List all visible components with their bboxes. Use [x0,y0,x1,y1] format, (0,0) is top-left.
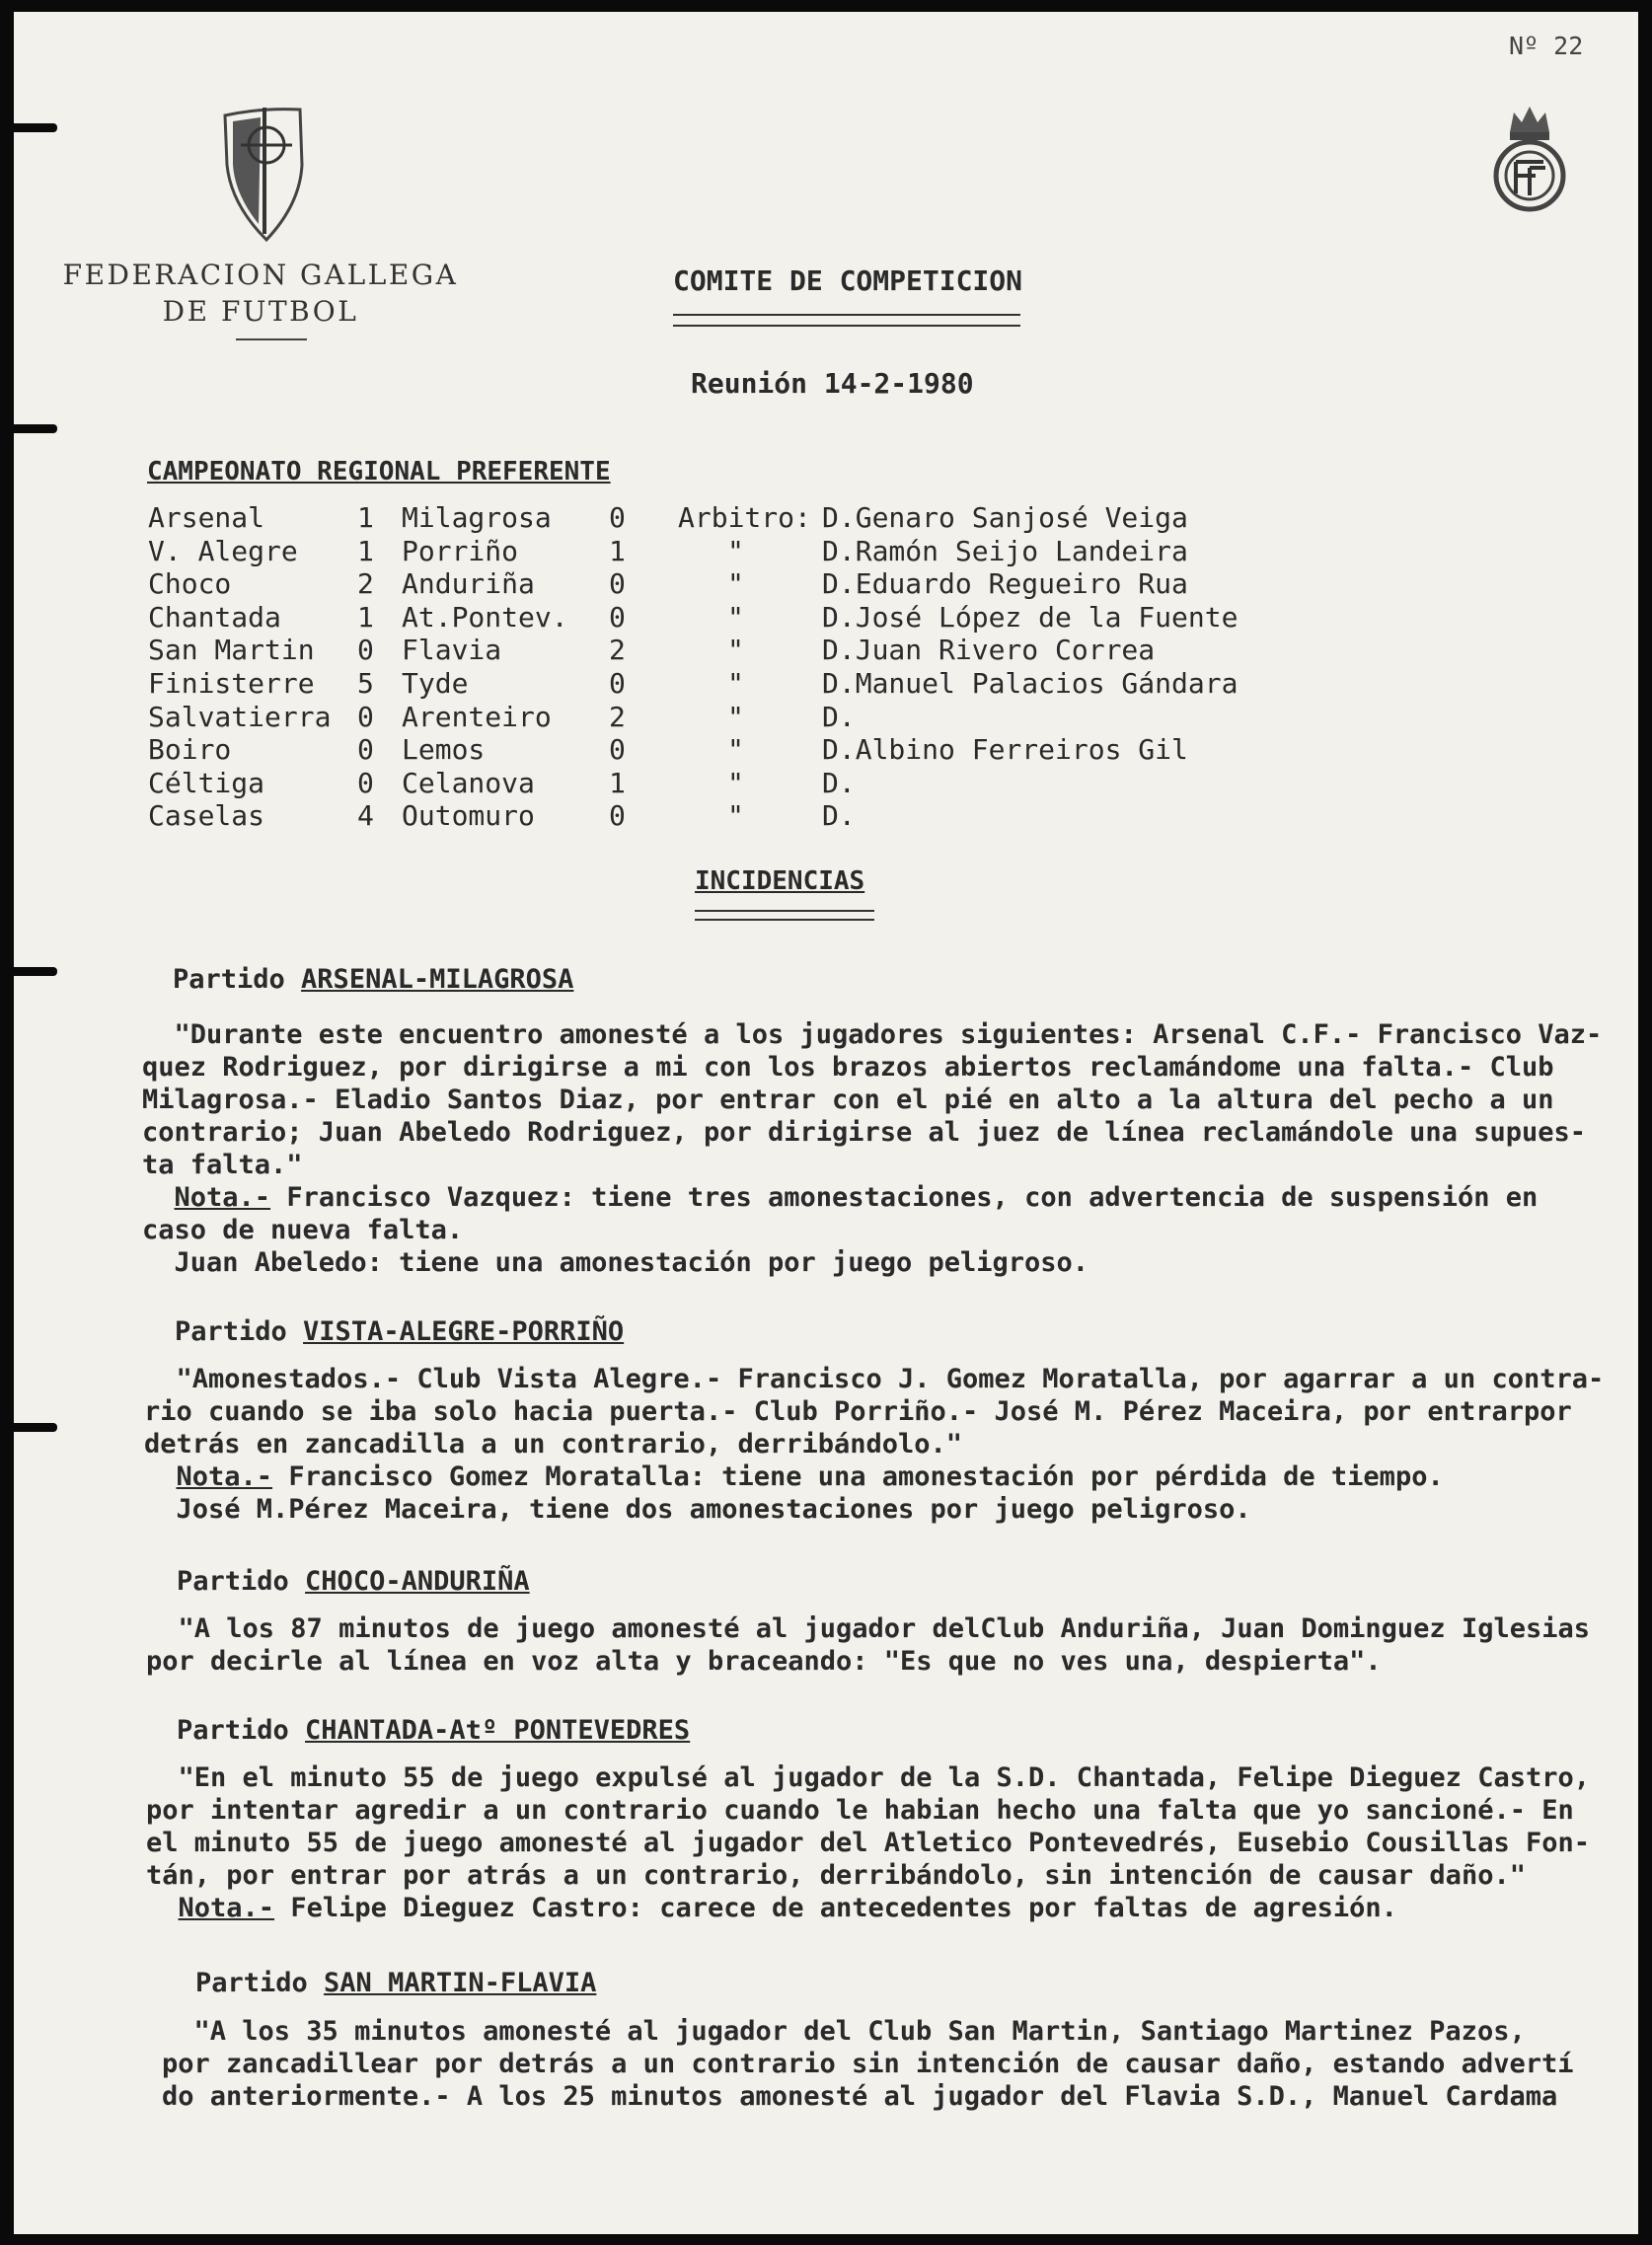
away-score: 1 [609,534,626,567]
federation-shield-icon [221,106,315,244]
away-team: Porriño [402,534,519,567]
home-team: Finisterre [148,666,315,700]
home-team: San Martin [148,634,315,667]
report-line: "Durante este encuentro amonesté a los jugadores siguientes: Arsenal C.F.- Francisco Vaz- [142,1019,1603,1050]
home-score: 1 [357,501,374,534]
note-line [144,1460,1444,1493]
match-name: CHANTADA-Atº PONTEVEDRES [305,1715,691,1746]
match-name: ARSENAL-MILAGROSA [301,964,574,995]
away-team: At.Pontev. [402,600,568,634]
federation-line-1: FEDERACION GALLEGA [62,259,459,291]
match-name: SAN MARTIN-FLAVIA [324,1968,597,1998]
match-heading [177,1715,690,1746]
match-heading [173,964,573,995]
note-line: Juan Abeledo: tiene una amonestación por juego peligroso. [142,1247,1089,1278]
note-line: caso de nueva falta. [142,1215,464,1245]
referee-name: D.Ramón Seijo Landeira [822,534,1188,567]
home-score: 0 [357,700,374,733]
away-score: 0 [609,600,626,634]
result-row [148,634,1238,667]
result-row [148,799,1238,833]
ditto-mark: " [727,799,744,833]
ditto-mark: " [727,666,744,700]
away-team: Anduriña [402,567,535,601]
meeting-date: Reunión 14-2-1980 [691,367,974,400]
home-score: 5 [357,666,374,700]
partido-label: Partido [173,964,302,995]
note-line [146,1892,1397,1924]
note-line [142,1181,1538,1214]
home-team: V. Alegre [148,534,298,567]
note-line: José M.Pérez Maceira, tiene dos amonestaciones por juego peligroso. [144,1494,1251,1525]
away-team: Tyde [402,666,469,700]
partido-label: Partido [177,1715,306,1746]
divider [695,910,874,921]
home-score: 0 [357,766,374,799]
result-row [148,535,1238,568]
note-text: Francisco Vazquez: tiene tres amonestaciones, con advertencia de suspensión en [270,1182,1539,1213]
spacer [146,1893,179,1923]
home-team: Boiro [148,733,232,767]
ditto-mark: " [727,733,744,767]
away-score: 0 [609,666,626,700]
away-team: Milagrosa [402,501,552,534]
nota-label: Nota.- [176,1461,273,1492]
away-score: 1 [609,766,626,799]
league-title: CAMPEONATO REGIONAL PREFERENTE [147,457,611,486]
home-score: 2 [357,567,374,601]
match-name: VISTA-ALEGRE-PORRIÑO [303,1316,625,1347]
report-line: el minuto 55 de juego amonesté al jugador del Atletico Pontevedrés, Eusebio Cousillas Fon- [146,1828,1590,1858]
divider [673,314,1020,327]
report-line: "A los 35 minutos amonesté al jugador del Club San Martin, Santiago Martinez Pazos, [162,2016,1526,2047]
away-score: 0 [609,733,626,767]
report-line: ta falta." [142,1150,303,1180]
away-score: 2 [609,634,626,667]
federation-line-2: DE FUTBOL [162,295,359,328]
report-line: "A los 87 minutos de juego amonesté al jugador delClub Anduriña, Juan Dominguez Iglesias [146,1613,1590,1644]
nota-label: Nota.- [174,1182,271,1213]
away-team: Outomuro [402,799,535,833]
report-line: por intentar agredir a un contrario cuando le habian hecho una falta que yo sancioné.- En [146,1795,1574,1826]
ditto-mark: " [727,534,744,567]
ditto-mark: " [727,567,744,601]
result-row [148,567,1238,601]
ditto-mark: " [727,766,744,799]
report-line: contrario; Juan Abeledo Rodriguez, por dirigirse al juez de línea reclamándole una supues- [142,1117,1586,1148]
spacer [144,1461,177,1492]
referee-name: D.Eduardo Regueiro Rua [822,567,1188,601]
home-score: 0 [357,733,374,767]
divider [236,338,307,340]
partido-label: Partido [175,1316,304,1347]
report-line: rio cuando se iba solo hacia puerta.- Club Porriño.- José M. Pérez Maceira, por entrarpor [144,1396,1572,1427]
referee-name: D. [822,700,856,733]
match-name: CHOCO-ANDURIÑA [305,1566,530,1597]
report-line: "Amonestados.- Club Vista Alegre.- Francisco J. Gomez Moratalla, por agarrar a un contra- [144,1364,1605,1394]
report-line: tán, por entrar por atrás a un contrario, derribándolo, sin intención de causar daño." [146,1860,1526,1891]
result-row [148,767,1238,800]
rfef-crest-icon [1488,99,1571,217]
report-line: do anteriormente.- A los 25 minutos amonesté al jugador del Flavia S.D., Manuel Cardama [162,2081,1558,2112]
home-score: 4 [357,799,374,833]
home-team: Arsenal [148,501,265,534]
result-row [148,601,1238,635]
match-heading [175,1316,624,1347]
partido-label: Partido [177,1566,306,1597]
federation-name [53,257,468,330]
referee-name: D.Genaro Sanjosé Veiga [822,501,1188,534]
result-row [148,701,1238,734]
report-line: por zancadillear por detrás a un contrario sin intención de causar daño, estando advertí [162,2049,1574,2079]
spacer [142,1182,175,1213]
document-page [14,12,1638,2234]
committee-title: COMITE DE COMPETICION [673,264,1023,297]
report-line: "En el minuto 55 de juego expulsé al jugador de la S.D. Chantada, Felipe Dieguez Castro, [146,1762,1590,1793]
away-team: Flavia [402,634,502,667]
referee-name: D.Manuel Palacios Gándara [822,666,1239,700]
away-team: Arenteiro [402,700,552,733]
nota-label: Nota.- [178,1893,275,1923]
punch-hole [14,424,57,433]
home-team: Chantada [148,600,281,634]
punch-hole [14,123,57,132]
ditto-mark: " [727,600,744,634]
page-number: Nº 22 [1509,32,1584,60]
punch-hole [14,1423,57,1432]
match-heading [195,1968,596,1998]
partido-label: Partido [195,1968,325,1998]
referee-label: Arbitro: [678,501,811,534]
ditto-mark: " [727,634,744,667]
result-row [148,501,1238,535]
away-score: 0 [609,567,626,601]
incidents-title: INCIDENCIAS [695,866,865,896]
result-row [148,667,1238,701]
home-score: 1 [357,534,374,567]
home-score: 1 [357,600,374,634]
away-score: 0 [609,799,626,833]
away-score: 0 [609,501,626,534]
ditto-mark: " [727,700,744,733]
results-table [148,501,1238,833]
referee-name: D.Albino Ferreiros Gil [822,733,1188,767]
referee-name: D. [822,766,856,799]
home-score: 0 [357,634,374,667]
match-heading [177,1566,530,1597]
referee-name: D.Juan Rivero Correa [822,634,1156,667]
report-line: detrás en zancadilla a un contrario, derribándolo." [144,1429,963,1459]
home-team: Caselas [148,799,265,833]
report-line: quez Rodriguez, por dirigirse a mi con los brazos abiertos reclamándome una falta.- Club [142,1052,1554,1083]
note-text: Felipe Dieguez Castro: carece de antecedentes por faltas de agresión. [274,1893,1397,1923]
result-row [148,733,1238,767]
note-text: Francisco Gomez Moratalla: tiene una amonestación por pérdida de tiempo. [272,1461,1444,1492]
punch-hole [14,967,57,976]
home-team: Salvatierra [148,700,332,733]
home-team: Céltiga [148,766,265,799]
referee-name: D. [822,799,856,833]
away-team: Celanova [402,766,535,799]
home-team: Choco [148,567,232,601]
report-line: Milagrosa.- Eladio Santos Diaz, por entrar con el pié en alto a la altura del pecho a un [142,1085,1554,1115]
report-line: por decirle al línea en voz alta y braceando: "Es que no ves una, despierta". [146,1646,1382,1677]
away-team: Lemos [402,733,486,767]
away-score: 2 [609,700,626,733]
referee-name: D.José López de la Fuente [822,600,1239,634]
